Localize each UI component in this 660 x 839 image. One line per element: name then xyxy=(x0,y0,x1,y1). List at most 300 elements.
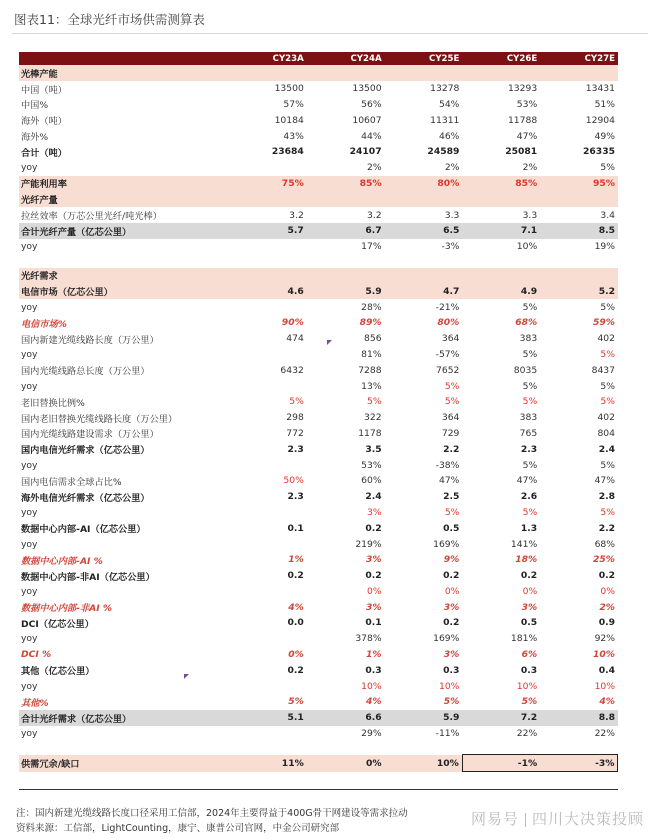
row-value-cy23a xyxy=(229,631,307,647)
row-label: 国内新建光缆线路长度（万公里） xyxy=(21,334,159,346)
row-value-cy26e: 0.5 xyxy=(520,617,538,629)
row-value-cy24a: 10607 xyxy=(352,114,382,126)
row-value-cy23a xyxy=(229,160,307,176)
row-value-cy23a: 0.0 xyxy=(287,617,304,629)
row-value-cy26e: 5% xyxy=(522,506,538,518)
row-value-cy27e xyxy=(540,191,618,207)
row-value-cy24a: 5.9 xyxy=(307,283,385,299)
watermark-divider xyxy=(525,813,526,827)
row-value-cy24a: 13% xyxy=(361,380,382,392)
table-row xyxy=(19,678,618,694)
row-value-cy23a xyxy=(229,191,307,207)
row-label: 电信市场% xyxy=(21,318,67,330)
row-value-cy27e: 2% xyxy=(599,601,615,613)
row-value-cy24a: 0.2 xyxy=(365,522,382,534)
row-value-cy27e xyxy=(540,268,618,284)
row-value-cy26e: 18% xyxy=(515,554,538,566)
row-value-cy27e: 49% xyxy=(594,130,615,142)
row-label: DCI % xyxy=(21,649,52,661)
row-value-cy24a: 0% xyxy=(367,585,382,597)
row-value-cy25e: 364 xyxy=(441,412,460,424)
row-value-cy27e: 5% xyxy=(600,459,615,471)
row-label: 拉丝效率（万芯公里光纤/吨光棒） xyxy=(21,211,162,223)
row-value-cy27e: 13431 xyxy=(585,83,615,95)
row-value-cy23a xyxy=(229,536,307,552)
row-value-cy24a: 85% xyxy=(307,176,385,192)
row-value-cy27e: 402 xyxy=(597,333,615,345)
row-value-cy25e: 3% xyxy=(443,601,460,613)
row-value-cy26e: 47% xyxy=(516,475,538,487)
row-value-cy23a: 1% xyxy=(288,554,304,566)
row-value-cy27e: 0.4 xyxy=(598,664,615,676)
row-value-cy26e: 47% xyxy=(516,130,538,142)
table-row xyxy=(19,128,618,144)
row-label: 中国（吨） xyxy=(21,84,67,96)
row-value-cy24a xyxy=(307,191,385,207)
row-value-cy27e: 5% xyxy=(600,301,615,313)
row-value-cy27e: 0.9 xyxy=(598,617,615,629)
table-row xyxy=(19,347,618,363)
row-value-cy26e: 5% xyxy=(522,348,538,360)
row-label: yoy xyxy=(21,680,38,692)
table-row xyxy=(19,239,618,255)
row-value-cy24a: 1% xyxy=(365,649,382,661)
row-value-cy23a: 0.2 xyxy=(287,664,304,676)
source-line: 资料来源：工信部，LightCounting，康宁、康普公司官网，中金公司研究部 xyxy=(16,823,340,834)
row-label xyxy=(19,741,229,755)
row-value-cy25e: 2% xyxy=(444,162,460,174)
table-row xyxy=(19,631,618,647)
row-label: yoy xyxy=(21,506,38,518)
supply-demand-table xyxy=(19,52,618,772)
row-value-cy24a: 29% xyxy=(361,728,382,740)
table-row xyxy=(19,160,618,176)
row-value-cy25e: 5% xyxy=(444,380,460,392)
row-value-cy24a: 378% xyxy=(355,633,382,645)
row-label: DCI（亿芯公里） xyxy=(21,618,94,630)
row-value-cy24a: 0.1 xyxy=(365,617,382,629)
row-value-cy27e: 5% xyxy=(600,348,615,360)
footnotes xyxy=(16,806,408,836)
row-value-cy24a: 89% xyxy=(359,317,382,329)
row-value-cy25e: 5% xyxy=(443,696,460,708)
row-value-cy25e: -57% xyxy=(435,348,460,360)
row-value-cy23a: 5.1 xyxy=(229,710,307,726)
row-value-cy23a: 0.1 xyxy=(287,522,304,534)
row-value-cy25e: 0.2 xyxy=(443,617,460,629)
row-value-cy24a: 44% xyxy=(361,130,382,142)
row-value-cy24a: 53% xyxy=(361,459,382,471)
row-value-cy25e xyxy=(385,191,463,207)
row-label: 电信市场（亿芯公里） xyxy=(19,283,229,299)
table-row xyxy=(19,662,618,678)
row-label: 海外% xyxy=(21,132,49,144)
row-value-cy23a xyxy=(229,268,307,284)
row-value-cy24a: 10% xyxy=(361,680,382,692)
row-label: 其他% xyxy=(21,697,49,709)
row-value-cy26e: 7.2 xyxy=(462,710,540,726)
row-label: 合计（吨） xyxy=(21,147,67,159)
watermark-left: 网易号 xyxy=(470,810,519,828)
row-value-cy25e: -38% xyxy=(435,459,460,471)
row-value-cy23a: 10184 xyxy=(274,114,304,126)
table-row xyxy=(19,726,618,742)
table-body xyxy=(19,65,618,772)
row-value-cy24a: 17% xyxy=(361,241,382,253)
table-row xyxy=(19,710,618,726)
row-value-cy24a: 3.5 xyxy=(365,443,382,455)
table-row xyxy=(19,426,618,442)
row-value-cy23a xyxy=(229,584,307,600)
row-label: yoy xyxy=(21,162,38,174)
table-bottom-rule xyxy=(19,789,618,790)
row-value-cy23a: 57% xyxy=(283,98,304,110)
row-value-cy25e xyxy=(385,65,463,81)
row-value-cy27e: 47% xyxy=(594,475,615,487)
table-row xyxy=(19,615,618,631)
row-value-cy27e: 5% xyxy=(600,380,615,392)
row-value-cy25e: 7652 xyxy=(436,364,460,376)
row-label: yoy xyxy=(21,301,38,313)
row-value-cy26e: 383 xyxy=(519,333,538,345)
row-value-cy24a: 13500 xyxy=(352,83,382,95)
table-row xyxy=(19,394,618,410)
row-value-cy25e: 169% xyxy=(433,633,460,645)
row-label: 光棒产能 xyxy=(19,65,229,81)
row-value-cy26e: 1.3 xyxy=(520,522,538,534)
row-value-cy27e: 4% xyxy=(599,696,615,708)
row-value-cy25e: 5.9 xyxy=(385,710,463,726)
row-value-cy24a: 3% xyxy=(365,554,382,566)
comment-flag-icon xyxy=(184,674,189,679)
row-value-cy27e: 8.8 xyxy=(540,710,618,726)
row-value-cy26e: 0.3 xyxy=(520,664,538,676)
row-value-cy26e xyxy=(462,255,540,268)
table-row xyxy=(19,599,618,615)
row-value-cy25e: 10% xyxy=(385,755,463,772)
row-value-cy26e: 5% xyxy=(522,301,538,313)
header-cy23a: CY23A xyxy=(229,52,307,65)
row-value-cy24a xyxy=(307,741,385,755)
row-label: 国内光缆线路总长度（万公里） xyxy=(21,366,150,378)
table-row xyxy=(19,378,618,394)
row-value-cy27e: 0.2 xyxy=(598,570,615,582)
row-value-cy25e: 364 xyxy=(441,333,460,345)
table-row xyxy=(19,410,618,426)
row-value-cy27e xyxy=(540,741,618,755)
row-value-cy25e: 11311 xyxy=(430,114,460,126)
row-value-cy24a: 1178 xyxy=(358,427,382,439)
table-header-row xyxy=(19,52,618,65)
row-value-cy26e: 25081 xyxy=(505,146,538,158)
row-value-cy27e: 26335 xyxy=(583,146,615,158)
row-value-cy24a: 56% xyxy=(361,98,382,110)
row-label: 数据中心内部-非AI % xyxy=(21,603,113,615)
row-value-cy25e: 80% xyxy=(385,176,463,192)
row-value-cy23a xyxy=(229,505,307,521)
row-label: yoy xyxy=(21,348,38,360)
row-value-cy27e: 3.4 xyxy=(600,209,615,221)
row-label: yoy xyxy=(21,380,38,392)
table-row xyxy=(19,694,618,710)
row-value-cy23a: 2.3 xyxy=(287,491,304,503)
row-value-cy25e: 46% xyxy=(438,130,460,142)
table-row xyxy=(19,207,618,223)
row-value-cy25e: 2.5 xyxy=(443,491,460,503)
row-value-cy26e: 5% xyxy=(522,380,538,392)
row-label: 供需冗余/缺口 xyxy=(19,755,229,772)
row-value-cy24a: 322 xyxy=(364,412,382,424)
row-value-cy24a: 60% xyxy=(361,475,382,487)
title-divider xyxy=(12,33,648,34)
row-value-cy26e: 53% xyxy=(516,98,538,110)
row-value-cy25e: 0% xyxy=(444,585,460,597)
row-value-cy24a: 4% xyxy=(365,696,382,708)
row-value-cy26e: 5% xyxy=(522,459,538,471)
row-value-cy24a: 2% xyxy=(367,162,382,174)
row-label: 合计光纤产量（亿芯公里） xyxy=(19,223,229,239)
row-value-cy26e: 141% xyxy=(510,538,538,550)
row-value-cy25e: 9% xyxy=(443,554,460,566)
row-label: 数据中心内部-非AI（亿芯公里） xyxy=(21,571,155,583)
row-label: 合计光纤需求（亿芯公里） xyxy=(19,710,229,726)
row-value-cy23a xyxy=(229,378,307,394)
row-value-cy24a: 24107 xyxy=(349,146,382,158)
row-value-cy27e: 68% xyxy=(594,538,615,550)
row-label: 其他（亿芯公里） xyxy=(21,666,95,678)
row-value-cy25e: 3.3 xyxy=(444,209,460,221)
row-value-cy27e: 8437 xyxy=(591,364,615,376)
row-value-cy24a: 0.2 xyxy=(365,570,382,582)
row-value-cy25e: 0.2 xyxy=(443,570,460,582)
row-value-cy24a: 219% xyxy=(355,538,382,550)
row-value-cy24a: 5% xyxy=(367,396,382,408)
table-row xyxy=(19,176,618,192)
table-row xyxy=(19,568,618,584)
row-value-cy24a xyxy=(307,65,385,81)
table-row xyxy=(19,489,618,505)
row-value-cy26e: 68% xyxy=(515,317,538,329)
row-value-cy23a xyxy=(229,726,307,742)
row-label: 老旧替换比例% xyxy=(21,397,85,409)
row-value-cy25e xyxy=(385,255,463,268)
row-label: 国内老旧替换光缆线路长度（万公里） xyxy=(21,413,178,425)
row-label: 数据中心内部-AI % xyxy=(21,555,103,567)
table-row xyxy=(19,112,618,128)
row-value-cy24a: 3% xyxy=(367,506,382,518)
row-value-cy24a: 3.2 xyxy=(366,209,382,221)
row-value-cy24a: 856 xyxy=(364,333,382,345)
row-value-cy25e: 729 xyxy=(441,427,460,439)
row-value-cy26e xyxy=(462,268,540,284)
row-value-cy24a: 2.4 xyxy=(365,491,382,503)
table-row xyxy=(19,457,618,473)
row-value-cy26e: 0% xyxy=(522,585,538,597)
row-value-cy24a: 28% xyxy=(361,301,382,313)
table-row xyxy=(19,97,618,113)
row-value-cy23a: 4.6 xyxy=(229,283,307,299)
row-value-cy23a: 5% xyxy=(288,696,304,708)
row-label: yoy xyxy=(21,633,38,645)
row-value-cy23a xyxy=(229,457,307,473)
row-value-cy24a: 0% xyxy=(307,755,385,772)
row-label: yoy xyxy=(21,538,38,550)
row-value-cy26e: 3% xyxy=(521,601,538,613)
table-row xyxy=(19,223,618,239)
row-value-cy26e xyxy=(462,191,540,207)
header-label-cell xyxy=(19,52,229,65)
note-line: 注：国内新建光缆线路长度口径采用工信部，2024年主要得益于400G骨干网建设等需求拉动 xyxy=(16,808,408,819)
row-value-cy26e xyxy=(462,65,540,81)
header-cy26e: CY26E xyxy=(462,52,540,65)
row-value-cy27e: 95% xyxy=(540,176,618,192)
row-value-cy26e: 13293 xyxy=(507,83,538,95)
row-value-cy25e: 0.5 xyxy=(443,522,460,534)
row-value-cy25e xyxy=(385,741,463,755)
row-value-cy23a: 4% xyxy=(288,601,304,613)
row-value-cy27e: 25% xyxy=(592,554,615,566)
row-value-cy23a xyxy=(229,255,307,268)
row-value-cy24a: 6.7 xyxy=(307,223,385,239)
row-value-cy23a: 3.2 xyxy=(289,209,304,221)
row-value-cy23a: 23684 xyxy=(271,146,304,158)
table-row xyxy=(19,299,618,315)
table-row xyxy=(19,552,618,568)
table-row xyxy=(19,283,618,299)
row-value-cy23a: 11% xyxy=(229,755,307,772)
row-label: yoy xyxy=(21,241,38,253)
row-value-cy23a xyxy=(229,239,307,255)
row-value-cy25e: 4.7 xyxy=(385,283,463,299)
header-cy27e: CY27E xyxy=(540,52,618,65)
table-row xyxy=(19,441,618,457)
row-value-cy26e: 0.2 xyxy=(520,570,538,582)
row-value-cy27e: -3% xyxy=(540,755,618,772)
row-value-cy23a: 75% xyxy=(229,176,307,192)
row-value-cy26e xyxy=(462,741,540,755)
row-value-cy26e: 5% xyxy=(521,696,538,708)
row-label: 国内电信光纤需求（亿芯公里） xyxy=(21,445,150,457)
header-cy25e: CY25E xyxy=(385,52,463,65)
row-value-cy23a xyxy=(229,741,307,755)
row-label: 产能利用率 xyxy=(19,176,229,192)
row-value-cy26e: 4.9 xyxy=(462,283,540,299)
table-row xyxy=(19,741,618,755)
row-value-cy23a: 298 xyxy=(286,412,304,424)
row-value-cy27e: 2.8 xyxy=(598,491,615,503)
row-label: 海外电信光纤需求（亿芯公里） xyxy=(21,492,150,504)
row-value-cy24a: 0.3 xyxy=(365,664,382,676)
row-value-cy25e: 6.5 xyxy=(385,223,463,239)
row-value-cy26e: 2.6 xyxy=(520,491,538,503)
row-value-cy23a: 2.3 xyxy=(287,443,304,455)
watermark xyxy=(471,808,644,829)
row-value-cy24a xyxy=(307,255,385,268)
row-value-cy27e: 59% xyxy=(592,317,615,329)
row-value-cy24a: 81% xyxy=(361,348,382,360)
row-value-cy27e: 2.4 xyxy=(598,443,615,455)
row-value-cy25e: 5% xyxy=(444,506,460,518)
row-value-cy27e: 12904 xyxy=(585,114,615,126)
row-label: yoy xyxy=(21,459,38,471)
row-value-cy25e: 169% xyxy=(433,538,460,550)
row-value-cy25e: -3% xyxy=(441,241,460,253)
row-value-cy25e: 3% xyxy=(443,649,460,661)
row-value-cy25e: 5% xyxy=(444,396,460,408)
row-value-cy26e: 6% xyxy=(521,649,538,661)
row-value-cy27e: 0% xyxy=(600,585,615,597)
row-value-cy23a: 43% xyxy=(283,130,304,142)
row-value-cy27e: 402 xyxy=(597,412,615,424)
row-value-cy25e: 54% xyxy=(438,98,460,110)
table-row xyxy=(19,536,618,552)
row-label: yoy xyxy=(21,585,38,597)
row-value-cy26e: -1% xyxy=(462,755,540,772)
row-value-cy27e: 804 xyxy=(597,427,615,439)
row-label: 中国% xyxy=(21,100,49,112)
row-value-cy27e: 2.2 xyxy=(598,522,615,534)
row-value-cy26e: 5% xyxy=(522,396,538,408)
row-value-cy23a: 13500 xyxy=(274,83,304,95)
row-value-cy26e: 11788 xyxy=(507,114,538,126)
row-value-cy24a xyxy=(307,268,385,284)
table-row xyxy=(19,505,618,521)
row-value-cy25e: 0.3 xyxy=(443,664,460,676)
row-value-cy26e: 181% xyxy=(510,633,538,645)
row-value-cy25e: 80% xyxy=(437,317,460,329)
row-value-cy26e: 10% xyxy=(516,680,538,692)
row-value-cy27e: 22% xyxy=(594,728,615,740)
row-value-cy27e: 8.5 xyxy=(540,223,618,239)
row-value-cy26e: 2.3 xyxy=(520,443,538,455)
row-label: 国内光缆线路建设需求（万公里） xyxy=(21,429,159,441)
row-value-cy26e: 2% xyxy=(522,162,538,174)
row-value-cy26e: 383 xyxy=(519,412,538,424)
row-value-cy23a: 90% xyxy=(281,317,304,329)
table-row xyxy=(19,81,618,97)
row-value-cy23a: 6432 xyxy=(280,364,304,376)
row-value-cy26e: 7.1 xyxy=(462,223,540,239)
row-value-cy24a: 3% xyxy=(365,601,382,613)
row-value-cy26e: 765 xyxy=(519,427,538,439)
watermark-right: 四川大决策投顾 xyxy=(531,810,644,828)
row-value-cy26e: 3.3 xyxy=(522,209,538,221)
row-value-cy26e: 8035 xyxy=(513,364,538,376)
table-row xyxy=(19,362,618,378)
row-value-cy27e: 5% xyxy=(600,162,615,174)
row-value-cy24a: 7288 xyxy=(358,364,382,376)
figure-title: 图表11：全球光纤市场供需测算表 xyxy=(14,12,205,27)
row-value-cy23a: 5% xyxy=(289,396,304,408)
row-value-cy27e xyxy=(540,65,618,81)
table-row xyxy=(19,144,618,160)
row-value-cy26e: 85% xyxy=(462,176,540,192)
row-value-cy23a: 50% xyxy=(283,475,304,487)
row-value-cy27e: 19% xyxy=(594,241,615,253)
row-value-cy23a xyxy=(229,347,307,363)
row-value-cy23a xyxy=(229,678,307,694)
row-value-cy25e xyxy=(385,268,463,284)
comment-flag-icon xyxy=(327,340,332,345)
row-value-cy27e: 5% xyxy=(600,396,615,408)
table-row xyxy=(19,315,618,331)
row-value-cy27e xyxy=(540,255,618,268)
table-row xyxy=(19,520,618,536)
row-value-cy24a: 6.6 xyxy=(307,710,385,726)
row-value-cy25e: 10% xyxy=(438,680,460,692)
row-value-cy23a: 0% xyxy=(288,649,304,661)
row-label: 国内电信需求全球占比% xyxy=(21,476,122,488)
